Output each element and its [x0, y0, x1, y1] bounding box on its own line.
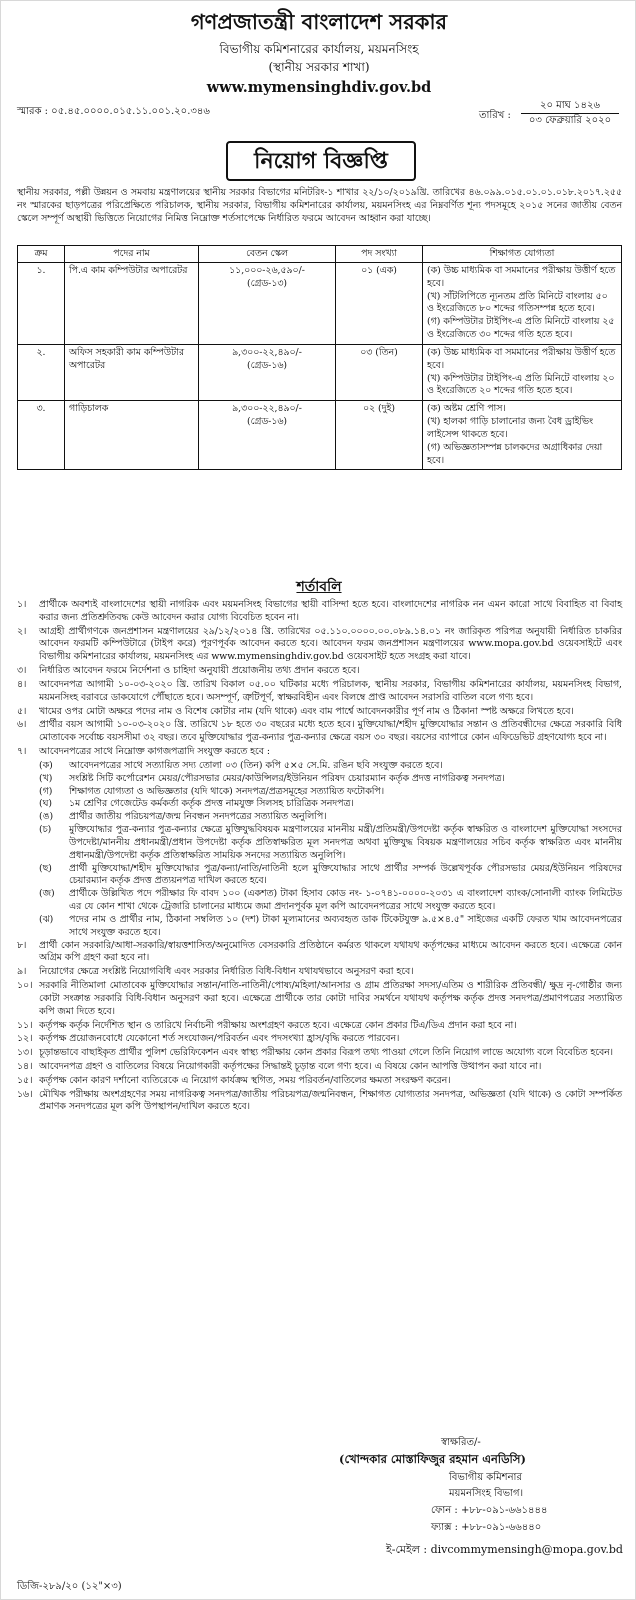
sub-item — [39, 798, 622, 811]
header-serial: ক্রম — [18, 246, 65, 263]
term-item — [17, 1061, 622, 1074]
date-english: ০৩ ফেব্রুয়ারি ২০২০ — [528, 114, 612, 126]
sub-number: (ঝ) — [39, 913, 54, 925]
print-reference-code: ডিজি-২৮৯/২০ (১২"×৩) — [17, 1581, 122, 1592]
office-name: বিভাগীয় কমিশনারের কার্যালয়, ময়মনসিংহ — [219, 42, 419, 56]
sub-item — [39, 811, 622, 824]
sub-number: (ছ) — [39, 862, 52, 874]
term-number: ৮। — [17, 939, 27, 951]
term-item — [17, 679, 622, 705]
row-serial: ১. — [18, 263, 65, 345]
term-item — [17, 746, 622, 759]
website-link[interactable]: www.mymensinghdiv.gov.bd — [206, 79, 432, 96]
term-text: মৌখিক পরীক্ষায় অংশগ্রহণের সময় নাগরিকত্ব সনদপত্র/জাতীয় পরিচয়পত্র/জন্মনিবন্ধন, শিক্ষাগত যোগ্যতার সনদপত্র, অভিজ্ঞতা (যদি থাকে) ও কোটা সম্পর্কিত প্রমাণক সনদপত্রের মূল কপি উপস্থাপন/দাখিল করতে হবে। — [39, 1088, 622, 1113]
grade-value: (গ্রেড-১৩) — [246, 277, 288, 289]
row-scale — [199, 263, 336, 345]
term-number: ১১। — [17, 1019, 33, 1031]
term-number: ৩। — [17, 665, 27, 677]
term-text: আবেদনপত্রের সাথে নিম্নোক্ত কাগজপত্রাদি সংযুক্ত করতে হবে : — [39, 746, 271, 758]
sub-text: সংশ্লিষ্ট সিটি কর্পোরেশন মেয়র/পৌরসভার মেয়র/কাউন্সিলর/ইউনিয়ন পরিষদ চেয়ারম্যান কর্তৃক প্রদত্ত নাগরিকত্ব সনদপত্র। — [69, 772, 505, 784]
term-number: ১৬। — [17, 1088, 33, 1100]
term-item — [17, 1089, 622, 1115]
sub-text: ১ম শ্রেণির গেজেটেড কর্মকর্তা কর্তৃক প্রদত্ত নামযুক্ত সিলসহ চারিত্রিক সনদপত্র। — [69, 798, 354, 810]
term-text: আবেদনপত্র আগামী ১০-০৩-২০২০ খ্রি. তারিখ বিকাল ০৫.০০ ঘটিকার মধ্যে পরিচালক, স্থানীয় সরকার, বিভাগীয় কমিশনারের কার্যালয়, ময়মনসিংহ বিভাগ, ময়মনসিংহ বরাবরে ডাকযোগে পৌঁছাতে হবে। অসম্পূর্ণ, ত্রুটিপূর্ণ, স্বাক্ষরবিহীন এবং বিলম্বে প্রাপ্ত আবেদন সরাসরি বাতিল বলে গণ্য হবে। — [39, 678, 622, 703]
scale-value: ৯,৩০০-২২,৪৯০/- — [232, 403, 302, 415]
row-serial: ৩. — [18, 401, 65, 470]
sub-number: (খ) — [39, 772, 53, 784]
header-qualification: শিক্ষাগত যোগ্যতা — [423, 246, 622, 263]
table-row — [18, 344, 622, 400]
sub-number: (চ) — [39, 824, 52, 836]
header-scale: বেতন স্কেল — [199, 246, 336, 263]
sub-number: (জ) — [39, 888, 55, 900]
row-count: ০৩ (তিন) — [336, 344, 423, 400]
qualification-item: (গ) অভিজ্ঞতাসম্পন্ন চালকদের অগ্রাধিকার দেয়া হবে। — [427, 441, 603, 466]
intro-paragraph: স্থানীয় সরকার, পল্লী উন্নয়ন ও সমবায় মন্ত্রণালয়ের স্থানীয় সরকার বিভাগের মনিটরিং-১ শাখার ২২/১০/২০১৯খ্রি. তারিখের ৪৬.০৯৯.০১৫.০১.০১.০১৮.২০১৭.২৫৫ নং স্মারকের ছাড়পত্রের পরিপ্রেক্ষিতে পরিচালক, স্থানীয় সরকার, বিভাগীয় কমিশনারের কার্যালয়, ময়মনসিংহ এর নিম্নবর্ণিত শূন্য পদসমূহে ২০১৫ সনের জাতীয় বেতন স্কেলে সম্পূর্ণ অস্থায়ী ভিত্তিতে নিয়োগের নিমিত্ত নিম্নোক্ত শর্তসাপেক্ষে নির্ধারিত ফরমে আবেদন আহ্বান করা যাচ্ছে। — [17, 187, 622, 224]
signatory-role: বিভাগীয় কমিশনার — [449, 1472, 522, 1483]
term-item — [17, 980, 622, 1018]
term-number: ১। — [17, 599, 27, 610]
sub-text: মুক্তিযোদ্ধার পুত্র-কন্যার পুত্র-কন্যার ক্ষেত্রে মুক্তিযুদ্ধবিষয়ক মন্ত্রণালয়ের মাননীয় মন্ত্রী/প্রতিমন্ত্রী/উপদেষ্টা কর্তৃক স্বাক্ষরিত ও বাংলাদেশ মুক্তিযোদ্ধা সংসদের উপদেষ্টা/মাননীয় প্রধানমন্ত্রী/প্রধান উপদেষ্টা কর্তৃক প্রতিস্বাক্ষরিত মূল সনদপত্র অথবা মুক্তিযুদ্ধ বিষয়ক মন্ত্রণালয়ের সচিব কর্তৃক স্বাক্ষরিত এবং মাননীয় প্রধানমন্ত্রী/উপদেষ্টা কর্তৃক প্রতিস্বাক্ষরিত সাময়িক সনদের সত্যায়িত অনুলিপি। — [69, 824, 622, 861]
date-block — [521, 99, 619, 127]
grade-value: (গ্রেড-১৬) — [246, 359, 288, 371]
term-number: ১৫। — [17, 1074, 33, 1086]
term-number: ১০। — [17, 980, 33, 992]
row-qualification — [423, 401, 622, 470]
term-item — [17, 665, 622, 678]
qualification-item: (ক) উচ্চ মাধ্যমিক বা সমমানের পরীক্ষায় উত্তীর্ণ হতে হবে। — [427, 346, 616, 371]
sub-item — [39, 824, 622, 862]
term-item — [17, 940, 622, 966]
term-text: কর্তৃপক্ষ কোন কারণ দর্শানো ব্যতিরেকে এ নিয়োগ কার্যক্রম স্থগিত, সময় পরিবর্তন/বাতিলের ক্ষমতা সংরক্ষণ করেন। — [39, 1074, 451, 1086]
term-item — [17, 599, 622, 625]
sub-text: প্রার্থীকে উল্লিখিত পদে পরীক্ষার ফি বাবদ ১০০ (একশত) টাকা হিসাব কোড নং- ১-০৭৪১-০০০০-২০৩১ এ বাংলাদেশ ব্যাংক/সোনালী ব্যাংক লিমিটেড এর যে কোন শাখা থেকে ট্রেজারি চালানের মাধ্যমে জমা প্রদানপূর্বক মূল কপি আবেদনপত্রের সাথে সংযুক্ত করতে হবে। — [69, 888, 622, 913]
sub-number: (ক) — [39, 759, 53, 771]
table-header-row — [18, 246, 622, 263]
sub-number: (গ) — [39, 785, 53, 797]
qualification-item: (ক) অষ্টম শ্রেণি পাস। — [427, 403, 506, 415]
term-item — [17, 1033, 622, 1046]
scale-value: ৯,৩০০-২২,৪৯০/- — [232, 346, 302, 358]
term-text: প্রার্থী কোন সরকারি/আধা-সরকারি/স্বায়ত্তশাসিত/অনুমোদিত বেসরকারি প্রতিষ্ঠানে কর্মরত থাকলে যথাযথ কর্তৃপক্ষের মাধ্যমে আবেদন করতে হবে। এক্ষেত্রে কোন অগ্রিম কপি গ্রহণ করা হবে না। — [39, 939, 622, 964]
term-item — [17, 1075, 622, 1088]
term-text: আগ্রহী প্রার্থীগণকে জনপ্রশাসন মন্ত্রণালয়ের ২৯/১২/২০১৪ খ্রি. তারিখের ০৫.১১০.০০০০.০০.০৮৯.১৪.০১ নং জারিকৃত পরিপত্র অনুযায়ী নির্ধারিত চাকরির আবেদন ফরমটি কম্পিউটারে (টাইপ করে) পূরণপূর্বক আবেদন করতে হবে। আবেদন ফরম জনপ্রশাসন মন্ত্রণালয়ের www.mopa.gov.bd ওয়েবসাইটে এবং বিভাগীয় কমিশনারের কার্যালয়, ময়মনসিংহ এর www.mymensinghdiv.gov.bd ওয়েবসাইট হতে সংগ্রহ করা যাবে। — [39, 625, 622, 663]
term-number: ৪। — [17, 678, 27, 690]
term-text: খামের ওপর মোটা অক্ষরে পদের নাম ও বিশেষ কোটার নাম (যদি থাকে) এবং বাম পার্শ্বে আবেদনকারীর পূর্ণ নাম ও ঠিকানা স্পষ্ট অক্ষরে লিখতে হবে। — [39, 705, 574, 717]
term-number: ১৪। — [17, 1060, 33, 1072]
row-qualification — [423, 344, 622, 400]
term-number: ৫। — [17, 705, 27, 717]
qualification-item: (খ) কম্পিউটার টাইপিং-এ প্রতি মিনিটে বাংলায় ২০ ও ইংরেজিতে ২০ শব্দের গতি হতে হবে। — [427, 372, 615, 397]
posts-table — [17, 245, 622, 470]
table-row — [18, 263, 622, 345]
term-number: ৯। — [17, 966, 27, 978]
row-scale — [199, 344, 336, 400]
term-item — [17, 1047, 622, 1060]
term-number: ২। — [17, 625, 27, 637]
term-number: ১৩। — [17, 1047, 33, 1059]
sub-text: প্রার্থীর জাতীয় পরিচয়পত্র/জন্ম নিবন্ধন সনদপত্রের সত্যায়িত অনুলিপি। — [69, 811, 327, 823]
row-qualification — [423, 263, 622, 345]
row-scale — [199, 401, 336, 470]
sub-item — [39, 786, 622, 799]
sub-item — [39, 888, 622, 914]
qualification-item: (গ) কম্পিউটার টাইপিং-এ প্রতি মিনিটে বাংলায় ২৫ ও ইংরেজিতে ৩০ শব্দের গতি হতে হবে। — [427, 316, 615, 341]
term-item — [17, 1020, 622, 1033]
row-post: গাড়িচালক — [65, 401, 199, 470]
term-text: প্রার্থীকে অবশ্যই বাংলাদেশের স্থায়ী নাগরিক এবং ময়মনসিংহ বিভাগের স্থায়ী বাসিন্দা হতে হবে। বাংলাদেশের নাগরিক নন এমন কারো সাথে বিবাহিত বা বিবাহ করার জন্য প্রতিশ্রুতিবদ্ধ কেউ আবেদন করার যোগ্য বিবেচিত হবেন না। — [39, 599, 622, 623]
term-number: ১২। — [17, 1033, 33, 1045]
sub-text: পদের নাম ও প্রার্থীর নাম, ঠিকানা সম্বলিত ১০ (দশ) টাকা মূল্যমানের অব্যবহৃত ডাক টিকেটযুক্ত ৯.৫×৪.৫" সাইজের একটি ফেরত খাম আবেদনপত্রের সাথে সংযুক্ত করতে হবে। — [69, 913, 622, 938]
sub-item — [39, 914, 622, 940]
terms-list — [17, 599, 622, 1115]
header-count: পদ সংখ্যা — [336, 246, 423, 263]
row-count: ০১ (এক) — [336, 263, 423, 345]
memo-number: স্মারক : ০৫.৪৫.০০০০.০১৫.১১.০০১.২০.৩৪৬ — [17, 106, 210, 117]
sub-text: প্রার্থী মুক্তিযোদ্ধা/শহীদ মুক্তিযোদ্ধার পুত্র/কন্যা/নাতি/নাতিনী হলে মুক্তিযোদ্ধার সাথে প্রার্থীর সম্পর্ক উল্লেখপূর্বক পৌরসভার মেয়র/ইউনিয়ন পরিষদের চেয়ারম্যান কর্তৃক প্রদত্ত প্রত্যয়নপত্র দাখিল করতে হবে। — [69, 862, 622, 887]
sub-text: শিক্ষাগত যোগ্যতা ও অভিজ্ঞতার (যদি থাকে) সনদপত্র/প্রত্রসমূহের সত্যায়িত ফটোকপি। — [69, 785, 385, 797]
term-text: চূড়ান্তভাবে বাছাইকৃত প্রার্থীর পুলিশ ভেরিফিকেশন এবং স্বাস্থ্য পরীক্ষায় কোন প্রকার বিরূপ তথ্য পাওয়া গেলে তিনি নিয়োগ লাভে অযোগ্য বলে বিবেচিত হবেন। — [39, 1047, 613, 1059]
term-text: প্রার্থীর বয়স আগামী ১০-০৩-২০২০ খ্রি. তারিখে ১৮ হতে ৩০ বছরের মধ্যে হতে হবে। মুক্তিযোদ্ধা/শহীদ মুক্তিযোদ্ধার সন্তান ও প্রতিবন্ধীদের ক্ষেত্রে সরকারি বিধি মোতাবেক সর্বোচ্চ বয়সসীমা ৩২ বছর। তবে মুক্তিযোদ্ধার পুত্র-কন্যার পুত্র-কন্যার ক্ষেত্রে বয়স ৩০ বছর। বয়সের ব্যাপারে কোন এফিডেভিট গ্রহণযোগ্য হবে না। — [39, 719, 622, 744]
row-post: পি.এ কাম কম্পিউটার অপারেটর — [65, 263, 199, 345]
term-text: কর্তৃপক্ষ প্রয়োজনবোধে যেকোনো শর্ত সংযোজন/পরিবর্তন এবং পদসংখ্যা হ্রাস/বৃদ্ধি করতে পারবেন। — [39, 1033, 400, 1045]
signatory-division: ময়মনসিংহ বিভাগ। — [449, 1488, 524, 1499]
term-item — [17, 706, 622, 719]
term-text: নিয়োগের ক্ষেত্রে সংশ্লিষ্ট নিয়োগবিধি এবং সরকার নির্ধারিত বিধি-বিধান যথাযথভাবে অনুসরণ করা হবে। — [39, 966, 414, 978]
table-row — [18, 401, 622, 470]
sub-text: আবেদনপত্রের সাথে সত্যায়িত সদ্য তোলা ০৩ (তিন) কপি ৫×৫ সে.মি. রঙিন ছবি সংযুক্ত করতে হবে। — [69, 759, 443, 771]
date-label: তারিখ : — [479, 110, 511, 121]
sub-item — [39, 760, 622, 773]
contact-email[interactable]: ই-মেইল : divcommymensingh@mopa.gov.bd — [386, 1543, 623, 1556]
signatory-name: (খোন্দকার মোস্তাফিজুর রহমান এনডিসি) — [339, 1452, 526, 1466]
sub-item — [39, 863, 622, 889]
grade-value: (গ্রেড-১৬) — [246, 416, 288, 428]
date-bangla: ২০ মাঘ ১৪২৬ — [521, 99, 619, 114]
branch-name: (স্থানীয় সরকার শাখা) — [268, 60, 370, 74]
term-number: ৬। — [17, 719, 27, 731]
term-item — [17, 626, 622, 664]
row-count: ০২ (দুই) — [336, 401, 423, 470]
term-item — [17, 719, 622, 745]
term-number: ৭। — [17, 746, 27, 758]
sub-number: (ঘ) — [39, 798, 52, 810]
government-title: গণপ্রজাতন্ত্রী বাংলাদেশ সরকার — [190, 9, 448, 34]
term-item — [17, 966, 622, 979]
contact-phone: ফোন : +৮৮-০৯১-৬৬১৪৪৪ — [431, 1505, 548, 1516]
scale-value: ১১,০০০-২৬,৫৯০/- — [229, 265, 305, 276]
term-text: কর্তৃপক্ষ কর্তৃক নির্দেশিত স্থান ও তারিখে নির্বাচনী পরীক্ষায় অংশগ্রহণ করতে হবে। এক্ষেত্রে কোন প্রকার টিএ/ডিএ প্রদান করা হবে না। — [39, 1019, 517, 1031]
sub-number: (ঙ) — [39, 811, 54, 823]
contact-fax: ফ্যাক্স : +৮৮-০৯১-৬৬৪৪০ — [431, 1522, 542, 1533]
qualification-item: (ক) উচ্চ মাধ্যমিক বা সমমানের পরীক্ষায় উত্তীর্ণ হতে হবে। — [427, 265, 616, 289]
term-text: আবেদনপত্র গ্রহণ ও বাতিলের বিষয়ে নিয়োগকারী কর্তৃপক্ষের সিদ্ধান্তই চূড়ান্ত বলে গণ্য হবে। এ বিষয়ে কোন আপত্তি উত্থাপন করা যাবে না। — [39, 1060, 542, 1072]
row-post: অফিস সহকারী কাম কম্পিউটার অপারেটর — [65, 344, 199, 400]
sub-item — [39, 773, 622, 786]
row-serial: ২. — [18, 344, 65, 400]
signed-label: স্বাক্ষরিত/- — [441, 1437, 481, 1448]
notice-title: নিয়োগ বিজ্ঞপ্তি — [226, 141, 416, 181]
qualification-item: (খ) সাঁটলিপিতে ন্যূনতম প্রতি মিনিটে বাংলায় ৫০ ও ইংরেজিতে ৮০ শব্দের গতিসম্পন্ন হতে হবে। — [427, 290, 608, 315]
qualification-item: (খ) হালকা গাড়ি চালানোর জন্য বৈধ ড্রাইভিং লাইসেন্স থাকতে হবে। — [427, 416, 593, 440]
terms-title: শর্তাবলি — [296, 579, 342, 595]
header-post: পদের নাম — [65, 246, 199, 263]
term-text: নির্ধারিত আবেদন ফরমে নির্দেশনা ও চাহিদা অনুযায়ী প্রয়োজনীয় তথ্য প্রদান করতে হবে। — [39, 665, 360, 677]
term-text: সরকারি নীতিমালা মোতাবেক মুক্তিযোদ্ধার সন্তান/নাতি-নাতিনী/পোষ্য/মহিলা/আনসার ও গ্রাম প্রতিরক্ষা সদস্য/এতিম ও শারীরিক প্রতিবন্ধী/ ক্ষুদ্র নৃ-গোষ্ঠীর জন্য কোটা সংক্রান্ত সরকারি বিধি-বিধান অনুসরণ করা হবে। এক্ষেত্রে প্রার্থীকে তার কোটা দাবির সমর্থনে যথাযথ কর্তৃপক্ষ কর্তৃক প্রদত্ত সনদপত্র/প্রমাণপত্রের সত্যায়িত কপি জমা দিতে হবে। — [39, 980, 622, 1017]
